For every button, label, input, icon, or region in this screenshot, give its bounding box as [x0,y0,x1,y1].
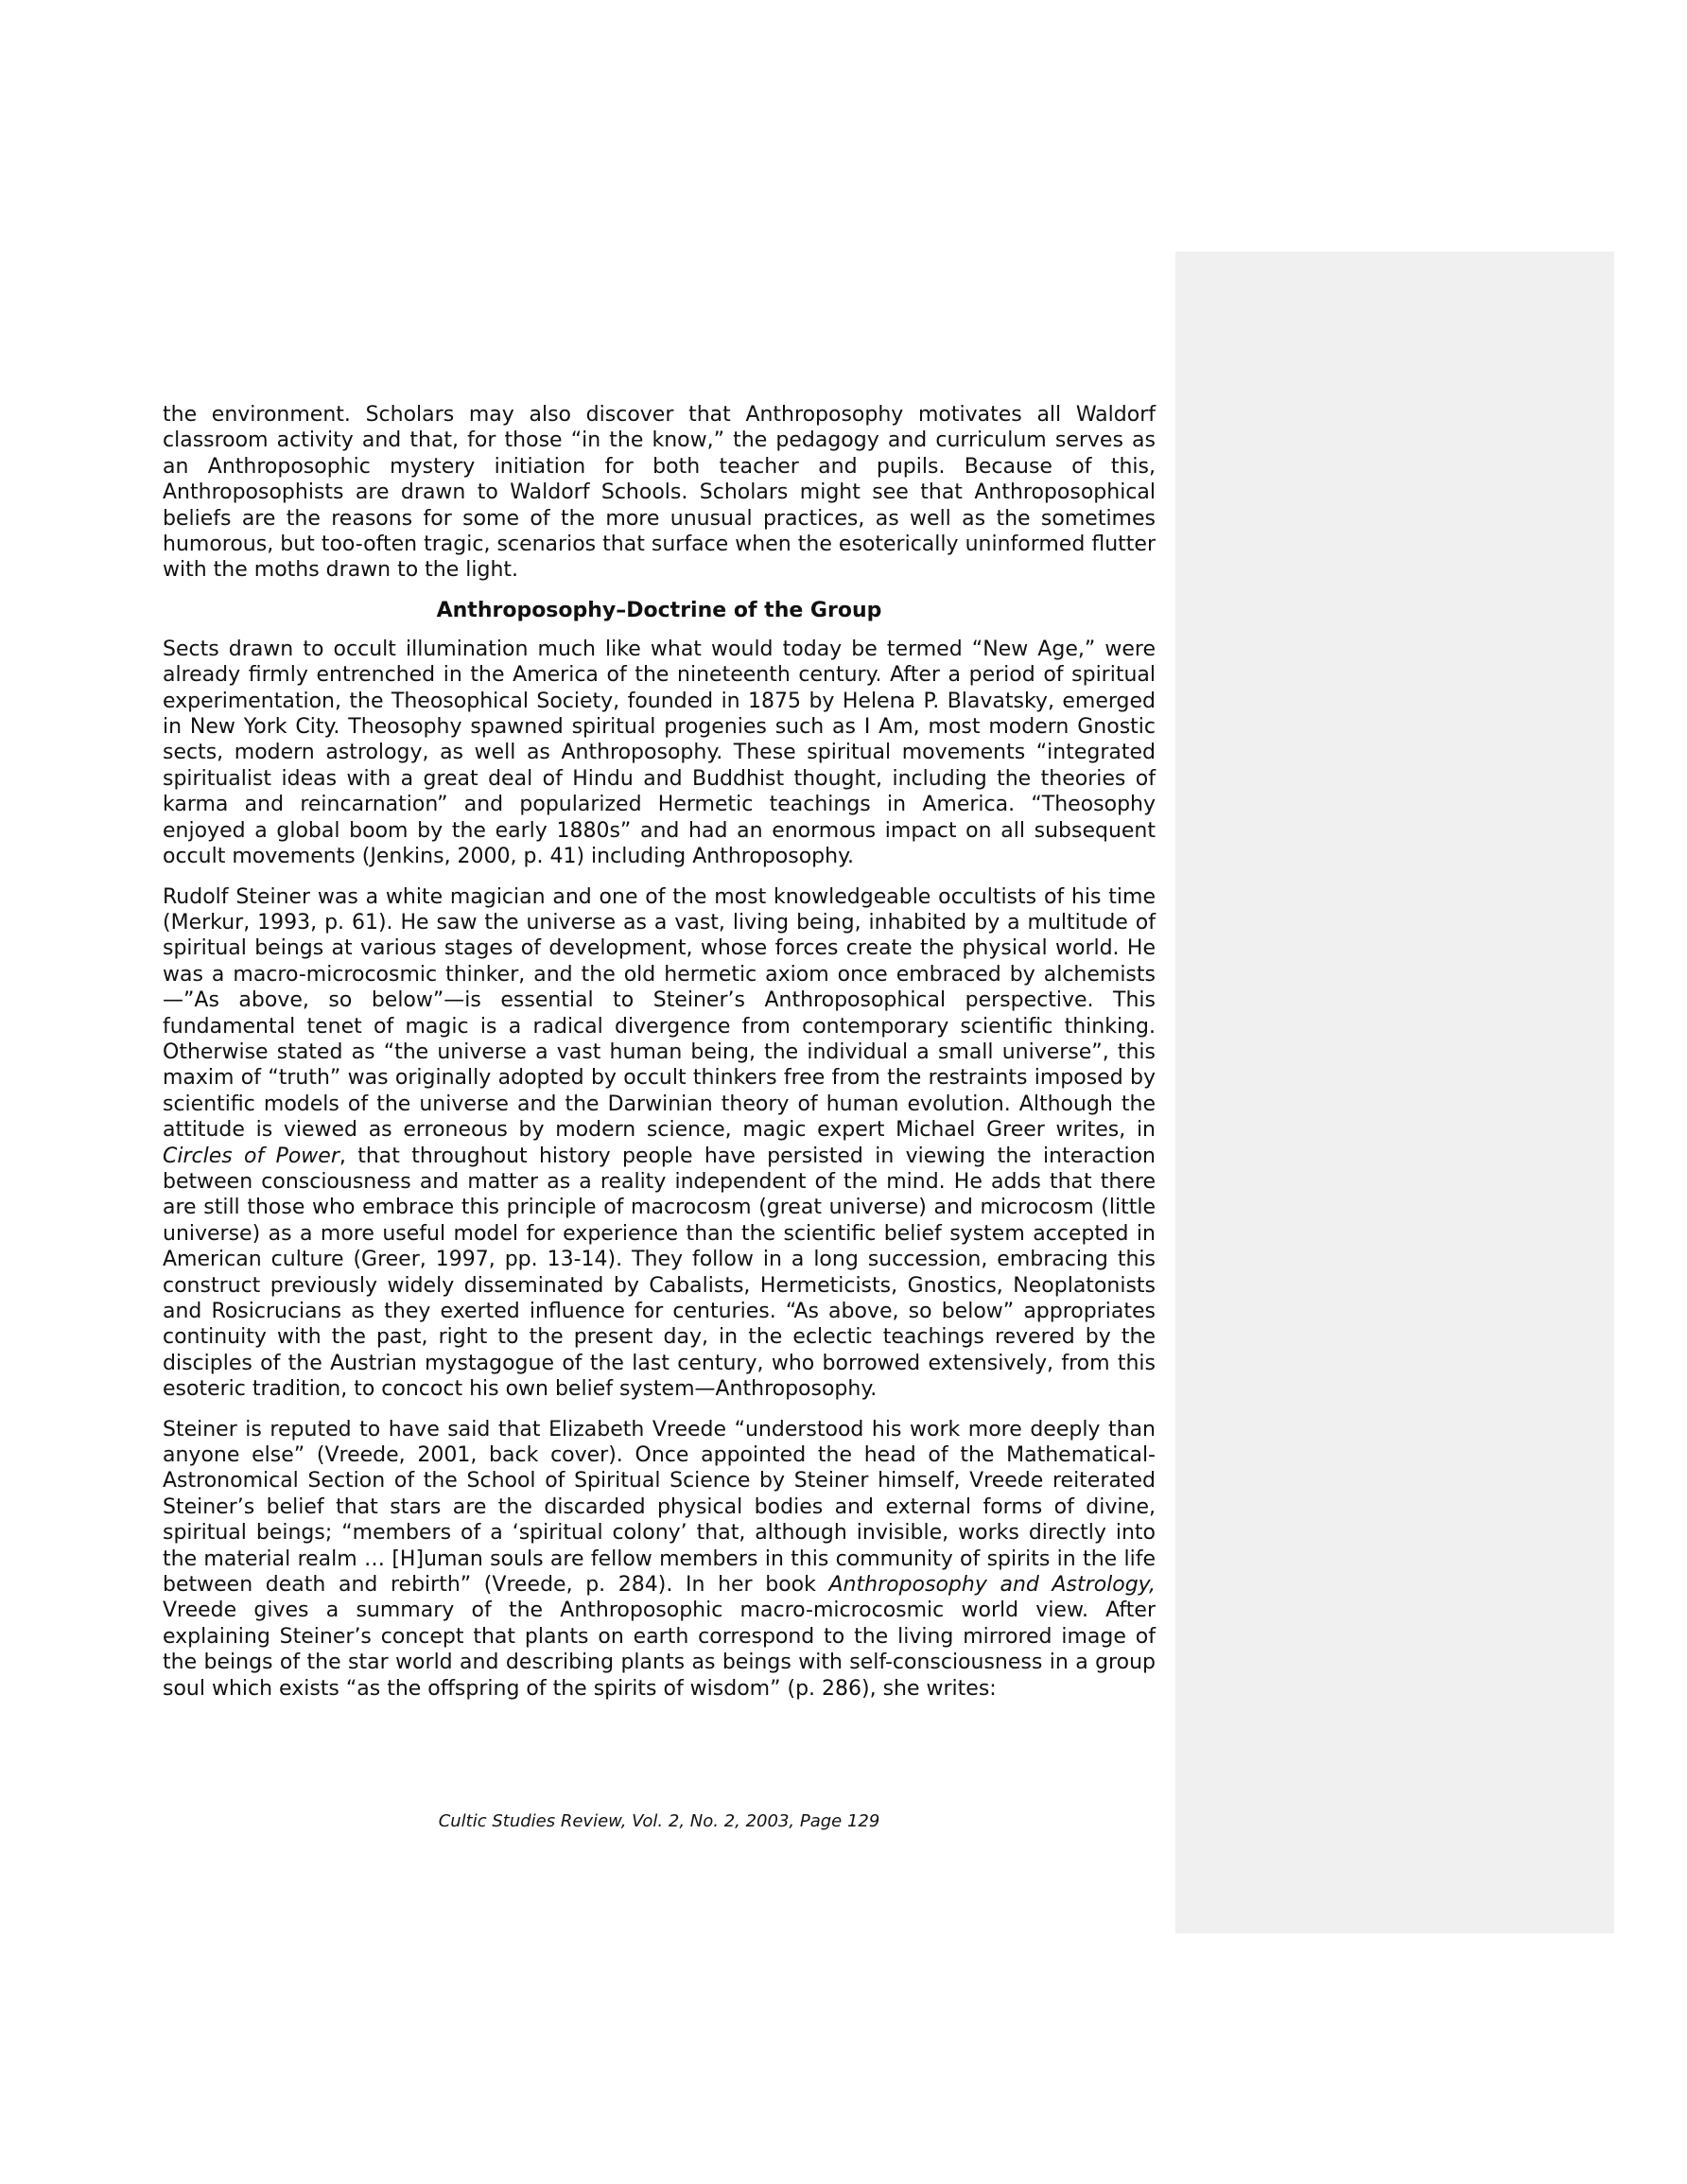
book-title: Circles of Power [163,1144,339,1168]
paragraph-text: Vreede gives a summary of the Anthroposophic macro-microcosmic world view. After explaining Steiner’s concept that plants on earth correspond to the living mirrored image of the beings of the star world and describing plants as beings with self-consciousness in a group soul which exists “as the offspring of the spirits of wisdom” (p. 286), she writes: [163,1599,1156,1701]
paragraph [163,884,1156,1403]
paragraph: the environment. Scholars may also discover that Anthroposophy motivates all Waldorf classroom activity and that, for those “in the know,” the pedagogy and curriculum serves as an Anthroposophic mystery initiation for both teacher and pupils. Because of this, Anthroposophists are drawn to Waldorf Schools. Scholars might see that Anthroposophical beliefs are the reasons for some of the more unusual practices, as well as the sometimes humorous, but too-often tragic, scenarios that surface when the esoterically uninformed flutter with the moths drawn to the light. [163,403,1156,583]
comment-pane [1175,252,1614,1933]
paragraph-text: Rudolf Steiner was a white magician and one of the most knowledgeable occultists of his time (Merkur, 1993, p. 61). He saw the universe as a vast, living being, inhabited by a multitude of spiritual beings at various stages of development, whose forces create the physical world. He was a macro-microcosmic thinker, and the old hermetic axiom once embraced by alchemists—”As above, so below”—is essential to Steiner’s Anthroposophical perspective. This fundamental tenet of magic is a radical divergence from contemporary scientific thinking. Otherwise stated as “the universe a vast human being, the individual a small universe”, this maxim of “truth” was originally adopted by occult thinkers free from the restraints imposed by scientific models of the universe and the Darwinian theory of human evolution. Although the attitude is viewed as erroneous by modern science, magic expert Michael Greer writes, in [163,884,1156,1143]
page-footer: Cultic Studies Review, Vol. 2, No. 2, 2003, Page 129 [438,1811,880,1831]
paragraph: Sects drawn to occult illumination much like what would today be termed “New Age,” were already firmly entrenched in the America of the nineteenth century. After a period of spiritual experimentation, the Theosophical Society, founded in 1875 by Helena P. Blavatsky, emerged in New York City. Theosophy spawned spiritual progenies such as I Am, most modern Gnostic sects, modern astrology, as well as Anthroposophy. These spiritual movements “integrated spiritualist ideas with a great deal of Hindu and Buddhist thought, including the theories of karma and reincarnation” and popularized Hermetic teachings in America. “Theosophy enjoyed a global boom by the early 1880s” and had an enormous impact on all subsequent occult movements (Jenkins, 2000, p. 41) including Anthroposophy. [163,637,1156,869]
book-title: Anthroposophy and Astrology, [828,1573,1156,1598]
document-body [163,402,1156,1716]
section-heading: Anthroposophy–Doctrine of the Group [436,598,882,622]
paragraph-text: Steiner is reputed to have said that Elizabeth Vreede “understood his work more deeply than anyone else” (Vreede, 2001, back cover). Once appointed the head of the Mathematical-Astronomical Section of the School of Spiritual Science by Steiner himself, Vreede reiterated Steiner’s belief that stars are the discarded physical bodies and external forms of divine, spiritual beings; “members of a ‘spiritual colony’ that, although invisible, works directly into the material realm … [H]uman souls are fellow members in this community of spirits in the life between death and rebirth” (Vreede, p. 284). In her book [163,1417,1156,1598]
paragraph [163,1417,1156,1702]
paragraph-text: , that throughout history people have persisted in viewing the interaction between consciousness and matter as a reality independent of the mind. He adds that there are still those who embrace this principle of macrocosm (great universe) and microcosm (little universe) as a more useful model for experience than the scientific belief system accepted in American culture (Greer, 1997, pp. 13-14). They follow in a long succession, embracing this construct previously widely disseminated by Cabalists, Hermeticists, Gnostics, Neoplatonists and Rosicrucians as they exerted influence for centuries. “As above, so below” appropriates continuity with the past, right to the present day, in the eclectic teachings revered by the disciples of the Austrian mystagogue of the last century, who borrowed extensively, from this esoteric tradition, to concoct his own belief system—Anthroposophy. [163,1144,1156,1402]
